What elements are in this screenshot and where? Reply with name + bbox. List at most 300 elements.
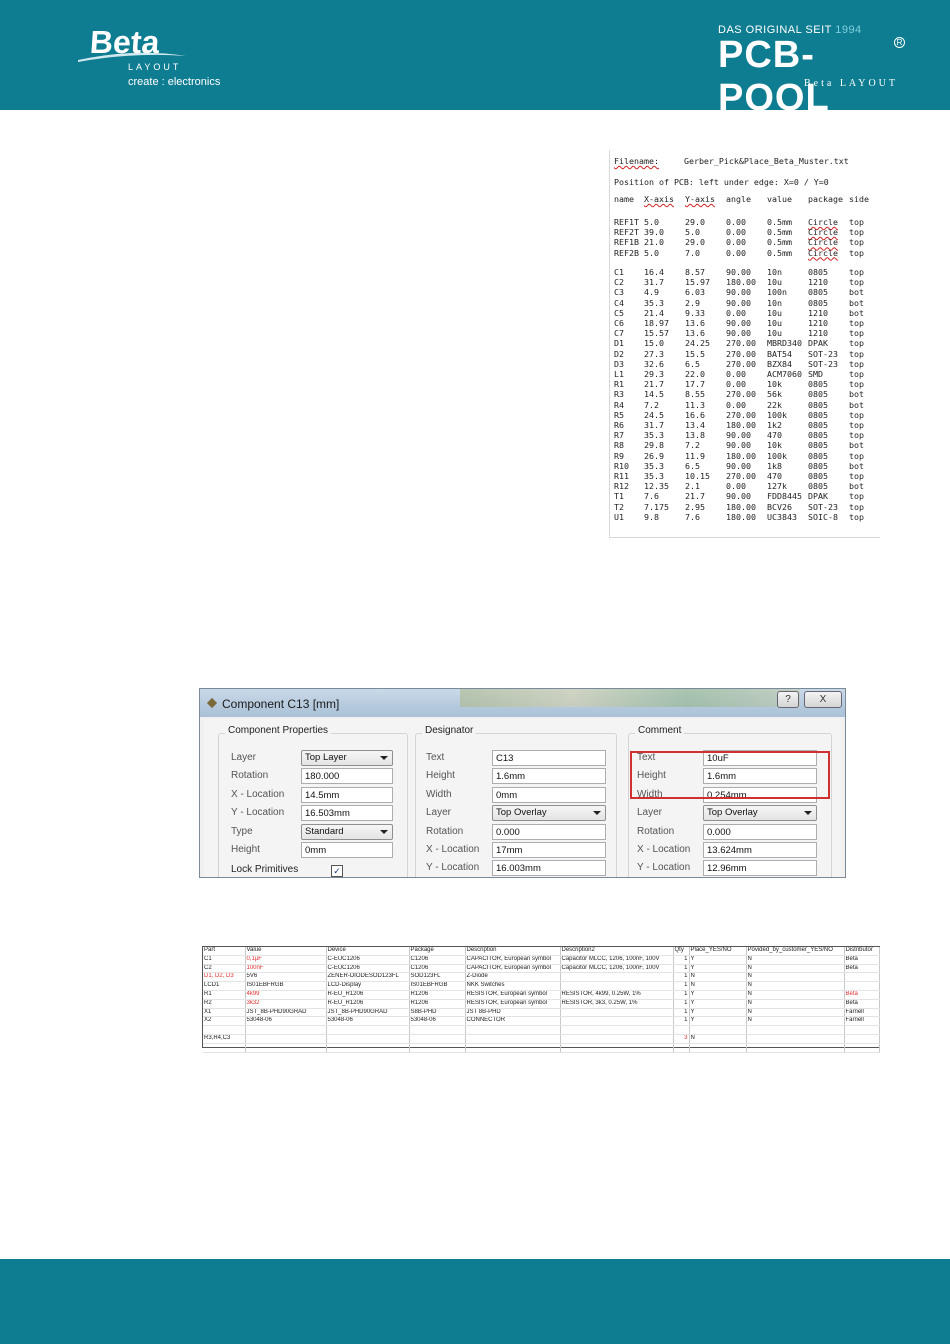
bom-cell: Beta bbox=[844, 999, 879, 1008]
pnp-cell: 31.7 bbox=[644, 277, 664, 288]
bom-cell: JST_8B-PHD90GRAD bbox=[245, 1008, 326, 1017]
pnp-cell: 8.55 bbox=[685, 389, 705, 400]
pnp-ref-row bbox=[614, 248, 869, 258]
bom-cell bbox=[560, 1043, 673, 1052]
bom-header-cell: Part bbox=[203, 947, 245, 955]
bom-cell bbox=[689, 1026, 746, 1035]
pnp-cell: R11 bbox=[614, 471, 629, 482]
pnp-cell: top bbox=[849, 420, 864, 431]
pnp-part-row bbox=[614, 502, 869, 512]
pnp-cell: 15.97 bbox=[685, 277, 710, 288]
pnp-cell: 56k bbox=[767, 389, 782, 400]
lock-primitives-checkbox[interactable]: ✓ bbox=[331, 865, 343, 877]
layer-label: Layer bbox=[231, 752, 257, 763]
pnp-part-row bbox=[614, 267, 869, 277]
pnp-part-row bbox=[614, 328, 869, 338]
pnp-cell: top bbox=[849, 471, 864, 482]
pnp-cell: 100k bbox=[767, 450, 787, 461]
bom-cell: ZENER-DIODESOD123FL bbox=[326, 973, 409, 982]
pnp-cell: 0.00 bbox=[726, 399, 746, 410]
bom-cell bbox=[844, 973, 879, 982]
pnp-cell: 16.6 bbox=[685, 409, 705, 420]
bom-row bbox=[203, 990, 879, 999]
pnp-header-row bbox=[614, 194, 869, 204]
pnp-cell: top bbox=[849, 328, 864, 339]
bom-cell: R-EU_R1206 bbox=[326, 990, 409, 999]
comment-height-label: Height bbox=[637, 770, 666, 781]
pnp-cell: Circle bbox=[808, 237, 838, 248]
bom-cell: LCD1 bbox=[203, 982, 245, 991]
designator-y-location-field[interactable]: 16.003mm bbox=[492, 860, 606, 876]
x-location-field[interactable]: 14.5mm bbox=[301, 787, 393, 803]
bom-cell: Y bbox=[689, 955, 746, 964]
bom-header-cell: Povided_by_customer_YES/NO bbox=[746, 947, 844, 955]
pnp-cell: 90.00 bbox=[726, 491, 751, 502]
bom-row bbox=[203, 1026, 879, 1035]
pnp-cell: 10u bbox=[767, 277, 782, 288]
bom-cell: 53048-06 bbox=[326, 1017, 409, 1026]
bom-cell: 1 bbox=[673, 964, 689, 973]
comment-rotation-field[interactable]: 0.000 bbox=[703, 824, 817, 840]
comment-height-field[interactable]: 1.6mm bbox=[703, 768, 817, 784]
height-field[interactable]: 0mm bbox=[301, 842, 393, 858]
bom-row bbox=[203, 955, 879, 964]
pnp-cell: 39.0 bbox=[644, 227, 664, 238]
bom-cell: D1, D2, D3 bbox=[203, 973, 245, 982]
bom-cell bbox=[560, 1034, 673, 1043]
pnp-cell: UC3843 bbox=[767, 511, 797, 522]
designator-x-location-label: X - Location bbox=[426, 844, 480, 855]
designator-layer-label: Layer bbox=[426, 807, 452, 818]
dialog-body bbox=[204, 719, 841, 877]
bom-cell: 1 bbox=[673, 1008, 689, 1017]
pnp-part-row bbox=[614, 298, 869, 308]
pnp-cell: 0805 bbox=[808, 460, 828, 471]
pnp-parts-table bbox=[614, 267, 869, 522]
y-location-field[interactable]: 16.503mm bbox=[301, 805, 393, 821]
pnp-cell: 1210 bbox=[808, 307, 828, 318]
pnp-cell: 14.5 bbox=[644, 389, 664, 400]
pnp-cell: 29.0 bbox=[685, 217, 705, 227]
pnp-part-row bbox=[614, 389, 869, 399]
pnp-cell: 7.6 bbox=[685, 511, 700, 522]
pnp-cell: 0805 bbox=[808, 409, 828, 420]
bom-cell bbox=[203, 1026, 245, 1035]
bom-cell: Y bbox=[689, 964, 746, 973]
pnp-cell: R10 bbox=[614, 460, 629, 471]
pnp-cell: 10n bbox=[767, 267, 782, 277]
pnp-cell: top bbox=[849, 237, 864, 248]
pnp-cell: bot bbox=[849, 399, 864, 410]
bom-cell bbox=[844, 1043, 879, 1052]
pnp-cell: C7 bbox=[614, 328, 624, 339]
pnp-cell: 0805 bbox=[808, 420, 828, 431]
bom-row bbox=[203, 1017, 879, 1026]
pnp-cell: 2.1 bbox=[685, 481, 700, 492]
pnp-cell: 7.2 bbox=[685, 440, 700, 451]
chevron-down-icon bbox=[380, 756, 388, 760]
pnp-part-row bbox=[614, 338, 869, 348]
pnp-cell: 270.00 bbox=[726, 338, 756, 349]
bom-row bbox=[203, 982, 879, 991]
bom-cell bbox=[465, 1026, 560, 1035]
pnp-cell: R1 bbox=[614, 379, 624, 390]
bom-cell: C2 bbox=[203, 964, 245, 973]
pnp-cell: 13.6 bbox=[685, 328, 705, 339]
bom-cell: N bbox=[746, 982, 844, 991]
pnp-cell: 10.15 bbox=[685, 471, 710, 482]
pnp-cell: 1210 bbox=[808, 328, 828, 339]
pnp-cell: top bbox=[849, 409, 864, 420]
dialog-app-icon bbox=[207, 698, 217, 708]
pnp-cell: 24.5 bbox=[644, 409, 664, 420]
pnp-part-row bbox=[614, 512, 869, 522]
bom-cell: 53048-06 bbox=[245, 1017, 326, 1026]
pnp-header-cell: package bbox=[808, 194, 843, 204]
pnp-cell: 10k bbox=[767, 440, 782, 451]
pnp-cell: 0805 bbox=[808, 389, 828, 400]
pnp-cell: 11.9 bbox=[685, 450, 705, 461]
pnp-cell: 15.5 bbox=[685, 348, 705, 359]
pnp-part-row bbox=[614, 440, 869, 450]
bom-cell bbox=[326, 1034, 409, 1043]
pnp-cell: R9 bbox=[614, 450, 624, 461]
pnp-cell: top bbox=[849, 348, 864, 359]
bom-row bbox=[203, 1034, 879, 1043]
pnp-cell: top bbox=[849, 501, 864, 512]
pnp-cell: 26.9 bbox=[644, 450, 664, 461]
comment-x-location-field[interactable]: 13.624mm bbox=[703, 842, 817, 858]
bom-cell bbox=[465, 1043, 560, 1052]
pcb-pool-logo[interactable] bbox=[718, 20, 918, 119]
pnp-cell: 5.0 bbox=[644, 217, 659, 227]
pnp-part-row bbox=[614, 400, 869, 410]
bom-row bbox=[203, 1043, 879, 1052]
pnp-cell: 22k bbox=[767, 399, 782, 410]
pnp-header-cell: Y-axis bbox=[685, 194, 715, 204]
pnp-cell: 90.00 bbox=[726, 297, 751, 308]
bom-cell: Y bbox=[689, 1017, 746, 1026]
pnp-header-cell: side bbox=[849, 194, 869, 204]
bom-cell bbox=[844, 1026, 879, 1035]
pnp-part-row bbox=[614, 461, 869, 471]
pnp-header-cell: angle bbox=[726, 194, 751, 204]
pnp-cell: 29.8 bbox=[644, 440, 664, 451]
pnp-cell: SOT-23 bbox=[808, 348, 838, 359]
pnp-cell: bot bbox=[849, 287, 864, 298]
bom-cell: N bbox=[746, 999, 844, 1008]
bom-cell: 4k99 bbox=[245, 990, 326, 999]
bom-cell: R1206 bbox=[409, 990, 465, 999]
designator-layer-select[interactable]: Top Overlay bbox=[492, 805, 606, 821]
comment-layer-select[interactable]: Top Overlay bbox=[703, 805, 817, 821]
pnp-cell: 90.00 bbox=[726, 440, 751, 451]
bom-cell: RESISTOR, European symbol bbox=[465, 999, 560, 1008]
pnp-cell: BAT54 bbox=[767, 348, 792, 359]
pnp-cell: D2 bbox=[614, 348, 624, 359]
bom-cell: N bbox=[746, 955, 844, 964]
bom-cell: Y bbox=[689, 999, 746, 1008]
pnp-cell: 0.00 bbox=[726, 227, 746, 238]
dialog-titlebar[interactable] bbox=[200, 689, 845, 717]
pnp-cell: R5 bbox=[614, 409, 624, 420]
pnp-header-cell: value bbox=[767, 194, 792, 204]
pnp-cell: 0805 bbox=[808, 481, 828, 492]
bom-cell: 1 bbox=[673, 990, 689, 999]
pnp-cell: ACM7060 bbox=[767, 369, 802, 380]
pnp-cell: MBRD340 bbox=[767, 338, 802, 349]
bom-cell: RESISTOR, 4k99, 0.25W, 1% bbox=[560, 990, 673, 999]
designator-height-field[interactable]: 1.6mm bbox=[492, 768, 606, 784]
pnp-header-cell: name bbox=[614, 194, 634, 204]
pnp-cell: REF1T bbox=[614, 217, 639, 227]
designator-title: Designator bbox=[422, 725, 476, 736]
pnp-cell: 180.00 bbox=[726, 420, 756, 431]
designator-height-label: Height bbox=[426, 770, 455, 781]
bom-cell bbox=[746, 1043, 844, 1052]
pnp-cell: 1k2 bbox=[767, 420, 782, 431]
pnp-cell: DPAK bbox=[808, 338, 828, 349]
pool-logo-year: 1994 bbox=[835, 24, 862, 36]
pnp-cell: 6.5 bbox=[685, 358, 700, 369]
bom-cell: 1 bbox=[673, 955, 689, 964]
pnp-cell: 18.97 bbox=[644, 318, 669, 329]
pnp-cell: 35.3 bbox=[644, 471, 664, 482]
bom-cell: X2 bbox=[203, 1017, 245, 1026]
bom-cell: 1 bbox=[673, 1017, 689, 1026]
pnp-part-row bbox=[614, 287, 869, 297]
designator-y-location-label: Y - Location bbox=[426, 862, 480, 873]
pick-place-file bbox=[609, 150, 880, 538]
pnp-cell: 0.00 bbox=[726, 237, 746, 248]
pnp-cell: 13.8 bbox=[685, 430, 705, 441]
bom-cell bbox=[560, 1017, 673, 1026]
layer-select[interactable]: Top Layer bbox=[301, 750, 393, 766]
bom-cell: X1 bbox=[203, 1008, 245, 1017]
designator-width-field[interactable]: 0mm bbox=[492, 787, 606, 803]
bom-cell bbox=[689, 1043, 746, 1052]
pnp-cell: top bbox=[849, 267, 864, 277]
bom-cell: RESISTOR, 3k3, 0.25W, 1% bbox=[560, 999, 673, 1008]
bom-cell: N bbox=[746, 990, 844, 999]
designator-text-field[interactable]: C13 bbox=[492, 750, 606, 766]
pnp-cell: 10u bbox=[767, 307, 782, 318]
bom-cell bbox=[746, 1026, 844, 1035]
pnp-part-row bbox=[614, 379, 869, 389]
pnp-cell: 0.00 bbox=[726, 369, 746, 380]
pnp-cell: top bbox=[849, 358, 864, 369]
pnp-cell: top bbox=[849, 379, 864, 390]
designator-width-label: Width bbox=[426, 789, 452, 800]
bom-cell bbox=[465, 1034, 560, 1043]
pnp-part-row bbox=[614, 410, 869, 420]
pnp-cell: 29.3 bbox=[644, 369, 664, 380]
beta-logo-word: Beta bbox=[88, 24, 161, 60]
pnp-part-row bbox=[614, 451, 869, 461]
bom-header-cell: Device bbox=[326, 947, 409, 955]
bom-cell: IS01EBFRGB bbox=[245, 982, 326, 991]
component-properties-title: Component Properties bbox=[225, 725, 331, 736]
pnp-cell: 270.00 bbox=[726, 389, 756, 400]
pnp-cell: top bbox=[849, 369, 864, 380]
bom-cell: JST_8B-PHD90GRAD bbox=[326, 1008, 409, 1017]
designator-rotation-field[interactable]: 0.000 bbox=[492, 824, 606, 840]
bom-cell: 3 bbox=[673, 1034, 689, 1043]
pnp-cell: 0.00 bbox=[726, 217, 746, 227]
pnp-cell: SOT-23 bbox=[808, 358, 838, 369]
pnp-cell: 180.00 bbox=[726, 277, 756, 288]
x-location-label: X - Location bbox=[231, 789, 285, 800]
pnp-cell: R12 bbox=[614, 481, 629, 492]
bom-cell bbox=[409, 1043, 465, 1052]
pnp-ref-row bbox=[614, 227, 869, 237]
bom-cell bbox=[844, 1034, 879, 1043]
pnp-cell: 15.57 bbox=[644, 328, 669, 339]
bom-cell: R-EU_R1206 bbox=[326, 999, 409, 1008]
pnp-cell: 12.35 bbox=[644, 481, 669, 492]
pnp-cell: 0805 bbox=[808, 379, 828, 390]
pnp-cell: top bbox=[849, 277, 864, 288]
pnp-part-row bbox=[614, 491, 869, 501]
component-dialog bbox=[199, 688, 846, 878]
pnp-cell: BZX84 bbox=[767, 358, 792, 369]
comment-y-location-field[interactable]: 12.96mm bbox=[703, 860, 817, 876]
pnp-cell: R4 bbox=[614, 399, 624, 410]
comment-width-label: Width bbox=[637, 789, 663, 800]
bom-cell: Farnell bbox=[844, 1008, 879, 1017]
bom-row bbox=[203, 964, 879, 973]
comment-rotation-label: Rotation bbox=[637, 826, 675, 837]
bom-row bbox=[203, 1008, 879, 1017]
close-button[interactable]: X bbox=[804, 691, 842, 708]
pnp-cell: 11.3 bbox=[685, 399, 705, 410]
pnp-cell: 27.3 bbox=[644, 348, 664, 359]
bom-cell: CAPACITOR, European symbol bbox=[465, 955, 560, 964]
bom-header-cell: Description2 bbox=[560, 947, 673, 955]
pnp-cell: 100k bbox=[767, 409, 787, 420]
bom-cell bbox=[245, 1034, 326, 1043]
help-button[interactable]: ? bbox=[777, 691, 799, 708]
pnp-cell: 0.5mm bbox=[767, 227, 792, 238]
pnp-cell: Circle bbox=[808, 227, 838, 238]
bom-cell: JST 8B-PHD bbox=[465, 1008, 560, 1017]
pnp-cell: 2.9 bbox=[685, 297, 700, 308]
comment-layer-label: Layer bbox=[637, 807, 663, 818]
pnp-ref-row bbox=[614, 237, 869, 247]
lock-primitives-label: Lock Primitives bbox=[231, 864, 299, 875]
header-band bbox=[0, 0, 950, 119]
bom-cell: R3,R4,C3 bbox=[203, 1034, 245, 1043]
pnp-cell: Circle bbox=[808, 247, 838, 258]
bom-cell bbox=[203, 1043, 245, 1052]
pnp-cell: 7.175 bbox=[644, 501, 669, 512]
pnp-cell: 180.00 bbox=[726, 450, 756, 461]
pnp-part-row bbox=[614, 420, 869, 430]
pnp-cell: 0805 bbox=[808, 287, 828, 298]
bom-cell: 5V6 bbox=[245, 973, 326, 982]
designator-x-location-field[interactable]: 17mm bbox=[492, 842, 606, 858]
bom-cell: 0,1µF bbox=[245, 955, 326, 964]
comment-text-field[interactable]: 10uF bbox=[703, 750, 817, 766]
comment-x-location-label: X - Location bbox=[637, 844, 691, 855]
bom-cell: S8B-PHD bbox=[409, 1008, 465, 1017]
pnp-header-cell: X-axis bbox=[644, 194, 674, 204]
pnp-cell: U1 bbox=[614, 511, 624, 522]
pnp-cell: 15.0 bbox=[644, 338, 664, 349]
pnp-cell: 90.00 bbox=[726, 267, 751, 277]
bom-cell: R1 bbox=[203, 990, 245, 999]
pnp-cell: 90.00 bbox=[726, 287, 751, 298]
bom-cell: N bbox=[689, 1034, 746, 1043]
pnp-cell: T1 bbox=[614, 491, 624, 502]
pnp-cell: 0.00 bbox=[726, 481, 746, 492]
pnp-cell: 5.0 bbox=[685, 227, 700, 238]
designator-rotation-label: Rotation bbox=[426, 826, 464, 837]
pnp-cell: 0.5mm bbox=[767, 247, 792, 258]
bom-header-row bbox=[203, 947, 879, 955]
bom-cell: SOD123FL bbox=[409, 973, 465, 982]
pnp-cell: 4.9 bbox=[644, 287, 659, 298]
y-location-label: Y - Location bbox=[231, 807, 285, 818]
pnp-cell: D3 bbox=[614, 358, 624, 369]
registered-icon: R bbox=[894, 37, 905, 48]
pnp-cell: 1210 bbox=[808, 277, 828, 288]
rotation-field[interactable]: 180.000 bbox=[301, 768, 393, 784]
pool-logo-top: DAS ORIGINAL SEIT 1994 bbox=[718, 24, 862, 36]
pnp-cell: FDD8445 bbox=[767, 491, 802, 502]
bom-cell: N bbox=[746, 1017, 844, 1026]
pnp-part-row bbox=[614, 349, 869, 359]
bom-table bbox=[202, 946, 880, 1048]
pnp-cell: 0805 bbox=[808, 430, 828, 441]
pnp-cell: REF2B bbox=[614, 247, 639, 258]
pnp-cell: R6 bbox=[614, 420, 624, 431]
pnp-cell: 24.25 bbox=[685, 338, 710, 349]
footer-band bbox=[0, 1259, 950, 1344]
titlebar-background bbox=[460, 689, 800, 707]
chevron-down-icon bbox=[804, 811, 812, 815]
bom-cell: 100nF bbox=[245, 964, 326, 973]
bom-cell bbox=[673, 1043, 689, 1052]
pnp-cell: 29.0 bbox=[685, 237, 705, 248]
bom-cell bbox=[560, 973, 673, 982]
pnp-part-row bbox=[614, 430, 869, 440]
bom-cell: LCD-Display bbox=[326, 982, 409, 991]
bom-cell: N bbox=[746, 964, 844, 973]
pnp-cell: C1 bbox=[614, 267, 624, 277]
bom-header-cell: Distributor bbox=[844, 947, 879, 955]
comment-width-field[interactable]: 0.254mm bbox=[703, 787, 817, 803]
type-select[interactable]: Standard bbox=[301, 824, 393, 840]
pnp-cell: 21.7 bbox=[685, 491, 705, 502]
pnp-cell: SMD bbox=[808, 369, 823, 380]
chevron-down-icon bbox=[593, 811, 601, 815]
pnp-cell: 6.03 bbox=[685, 287, 705, 298]
pnp-cell: SOIC-8 bbox=[808, 511, 838, 522]
bom-cell bbox=[560, 1026, 673, 1035]
pnp-cell: 470 bbox=[767, 471, 782, 482]
rotation-label: Rotation bbox=[231, 770, 269, 781]
beta-layout-logo[interactable] bbox=[78, 24, 238, 94]
pnp-cell: D1 bbox=[614, 338, 624, 349]
pnp-part-row bbox=[614, 481, 869, 491]
pnp-cell: 0.00 bbox=[726, 307, 746, 318]
pnp-cell: 10u bbox=[767, 318, 782, 329]
bom-cell: C1206 bbox=[409, 955, 465, 964]
pnp-cell: top bbox=[849, 491, 864, 502]
pnp-cell: 35.3 bbox=[644, 430, 664, 441]
pnp-cell: bot bbox=[849, 307, 864, 318]
